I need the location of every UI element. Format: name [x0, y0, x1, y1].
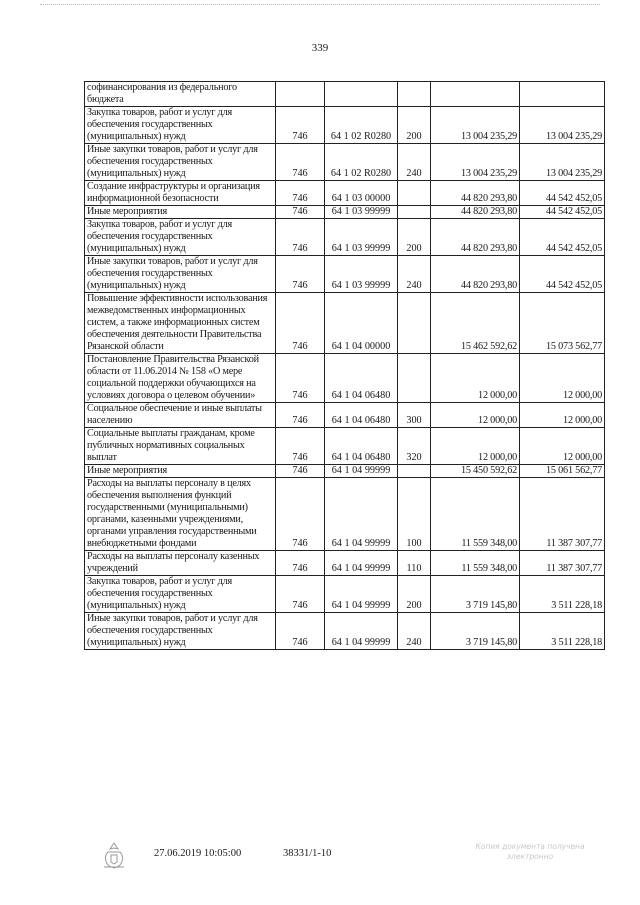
cell-expense-type [398, 293, 431, 354]
cell-amount-2: 12 000,00 [520, 428, 605, 465]
cell-expense-type: 320 [398, 428, 431, 465]
cell-ministry: 746 [276, 428, 325, 465]
table-row [85, 82, 605, 107]
cell-target-article [325, 82, 398, 107]
cell-amount-2: 44 542 452,05 [520, 219, 605, 256]
cell-target-article: 64 1 03 00000 [325, 181, 398, 206]
cell-amount-1: 44 820 293,80 [431, 206, 520, 219]
cell-amount-2: 15 073 562,77 [520, 293, 605, 354]
cell-amount-2: 13 004 235,29 [520, 107, 605, 144]
stamp-line-1: Копия документа получена [475, 842, 585, 851]
cell-amount-1: 44 820 293,80 [431, 256, 520, 293]
cell-target-article: 64 1 02 R0280 [325, 107, 398, 144]
cell-ministry: 746 [276, 181, 325, 206]
footer-doc-id: 38331/1-10 [283, 848, 332, 859]
table-row [85, 465, 605, 478]
table-row [85, 219, 605, 256]
cell-amount-1: 3 719 145,80 [431, 576, 520, 613]
electronic-copy-stamp [455, 842, 605, 862]
cell-ministry: 746 [276, 107, 325, 144]
cell-ministry: 746 [276, 219, 325, 256]
table-row [85, 107, 605, 144]
cell-target-article: 64 1 03 99999 [325, 256, 398, 293]
cell-amount-2: 3 511 228,18 [520, 576, 605, 613]
cell-expense-type: 200 [398, 219, 431, 256]
cell-name: Иные закупки товаров, работ и услуг для обеспечения государственных (муниципальных) нужд [85, 256, 276, 293]
cell-amount-1: 13 004 235,29 [431, 107, 520, 144]
cell-expense-type [398, 206, 431, 219]
cell-target-article: 64 1 02 R0280 [325, 144, 398, 181]
table-row [85, 613, 605, 650]
cell-ministry: 746 [276, 465, 325, 478]
cell-ministry: 746 [276, 354, 325, 403]
cell-name: Социальные выплаты гражданам, кроме публичных нормативных социальных выплат [85, 428, 276, 465]
cell-expense-type [398, 82, 431, 107]
cell-target-article: 64 1 04 99999 [325, 465, 398, 478]
cell-ministry [276, 82, 325, 107]
cell-name: Иные закупки товаров, работ и услуг для обеспечения государственных (муниципальных) нужд [85, 613, 276, 650]
cell-target-article: 64 1 04 06480 [325, 428, 398, 465]
table-row [85, 293, 605, 354]
cell-amount-2: 3 511 228,18 [520, 613, 605, 650]
table-row [85, 206, 605, 219]
cell-expense-type: 300 [398, 403, 431, 428]
cell-ministry: 746 [276, 551, 325, 576]
cell-expense-type [398, 181, 431, 206]
cell-amount-1: 44 820 293,80 [431, 219, 520, 256]
table-row [85, 551, 605, 576]
cell-expense-type: 100 [398, 478, 431, 551]
cell-amount-2: 44 542 452,05 [520, 256, 605, 293]
cell-name: Повышение эффективности использования межведомственных информационных систем, а также информационных систем обеспечения деятельности Правительства Рязанской области [85, 293, 276, 354]
cell-target-article: 64 1 04 99999 [325, 576, 398, 613]
cell-expense-type: 240 [398, 144, 431, 181]
cell-amount-1: 12 000,00 [431, 403, 520, 428]
table-row [85, 256, 605, 293]
cell-target-article: 64 1 04 00000 [325, 293, 398, 354]
cell-name: Закупка товаров, работ и услуг для обеспечения государственных (муниципальных) нужд [85, 576, 276, 613]
cell-target-article: 64 1 04 06480 [325, 354, 398, 403]
table-row [85, 478, 605, 551]
cell-amount-2: 44 542 452,05 [520, 181, 605, 206]
cell-name: Закупка товаров, работ и услуг для обеспечения государственных (муниципальных) нужд [85, 219, 276, 256]
table-row [85, 576, 605, 613]
cell-amount-1: 15 450 592,62 [431, 465, 520, 478]
budget-table [84, 81, 605, 650]
cell-name: софинансирования из федерального бюджета [85, 82, 276, 107]
cell-expense-type: 240 [398, 256, 431, 293]
cell-ministry: 746 [276, 293, 325, 354]
cell-name: Иные закупки товаров, работ и услуг для обеспечения государственных (муниципальных) нужд [85, 144, 276, 181]
table-row [85, 428, 605, 465]
cell-expense-type [398, 354, 431, 403]
table-row [85, 403, 605, 428]
cell-amount-1: 12 000,00 [431, 428, 520, 465]
cell-amount-2: 11 387 307,77 [520, 478, 605, 551]
cell-amount-2: 15 061 562,77 [520, 465, 605, 478]
cell-name: Создание инфраструктуры и организация информационной безопасности [85, 181, 276, 206]
cell-amount-2 [520, 82, 605, 107]
cell-target-article: 64 1 03 99999 [325, 219, 398, 256]
cell-ministry: 746 [276, 256, 325, 293]
cell-name: Социальное обеспечение и иные выплаты населению [85, 403, 276, 428]
cell-target-article: 64 1 04 99999 [325, 551, 398, 576]
cell-amount-1: 11 559 348,00 [431, 478, 520, 551]
cell-amount-1: 3 719 145,80 [431, 613, 520, 650]
cell-target-article: 64 1 04 99999 [325, 478, 398, 551]
cell-expense-type [398, 465, 431, 478]
cell-amount-1: 12 000,00 [431, 354, 520, 403]
cell-amount-2: 11 387 307,77 [520, 551, 605, 576]
cell-amount-2: 13 004 235,29 [520, 144, 605, 181]
table-row [85, 144, 605, 181]
cell-name: Расходы на выплаты персоналу в целях обеспечения выполнения функций государственными (муниципальными) органами, казенными учреждениями, органами управления государственными внебюджетными фондами [85, 478, 276, 551]
cell-expense-type: 200 [398, 107, 431, 144]
cell-amount-1: 11 559 348,00 [431, 551, 520, 576]
cell-expense-type: 200 [398, 576, 431, 613]
cell-amount-1: 13 004 235,29 [431, 144, 520, 181]
cell-ministry: 746 [276, 144, 325, 181]
cell-name: Иные мероприятия [85, 206, 276, 219]
cell-ministry: 746 [276, 576, 325, 613]
cell-target-article: 64 1 04 06480 [325, 403, 398, 428]
cell-target-article: 64 1 04 99999 [325, 613, 398, 650]
cell-expense-type: 240 [398, 613, 431, 650]
table-row [85, 354, 605, 403]
budget-table-body [85, 82, 605, 650]
cell-amount-2: 12 000,00 [520, 354, 605, 403]
cell-target-article: 64 1 03 99999 [325, 206, 398, 219]
footer-date: 27.06.2019 10:05:00 [154, 848, 242, 859]
cell-ministry: 746 [276, 403, 325, 428]
cell-amount-1: 15 462 592,62 [431, 293, 520, 354]
cell-name: Иные мероприятия [85, 465, 276, 478]
cell-name: Расходы на выплаты персоналу казенных учреждений [85, 551, 276, 576]
cell-expense-type: 110 [398, 551, 431, 576]
cell-amount-2: 44 542 452,05 [520, 206, 605, 219]
cell-name: Постановление Правительства Рязанской области от 11.06.2014 № 158 «О мере социальной поддержки обучающихся на условиях договора о целевом обучении» [85, 354, 276, 403]
cell-amount-1: 44 820 293,80 [431, 181, 520, 206]
page-number: 339 [311, 42, 329, 54]
cell-ministry: 746 [276, 613, 325, 650]
cell-amount-1 [431, 82, 520, 107]
stamp-line-2: электронно [506, 852, 554, 861]
table-row [85, 181, 605, 206]
cell-amount-2: 12 000,00 [520, 403, 605, 428]
cell-ministry: 746 [276, 206, 325, 219]
cell-ministry: 746 [276, 478, 325, 551]
cell-name: Закупка товаров, работ и услуг для обеспечения государственных (муниципальных) нужд [85, 107, 276, 144]
coat-of-arms-icon [100, 840, 128, 870]
scan-top-edge [40, 4, 600, 5]
